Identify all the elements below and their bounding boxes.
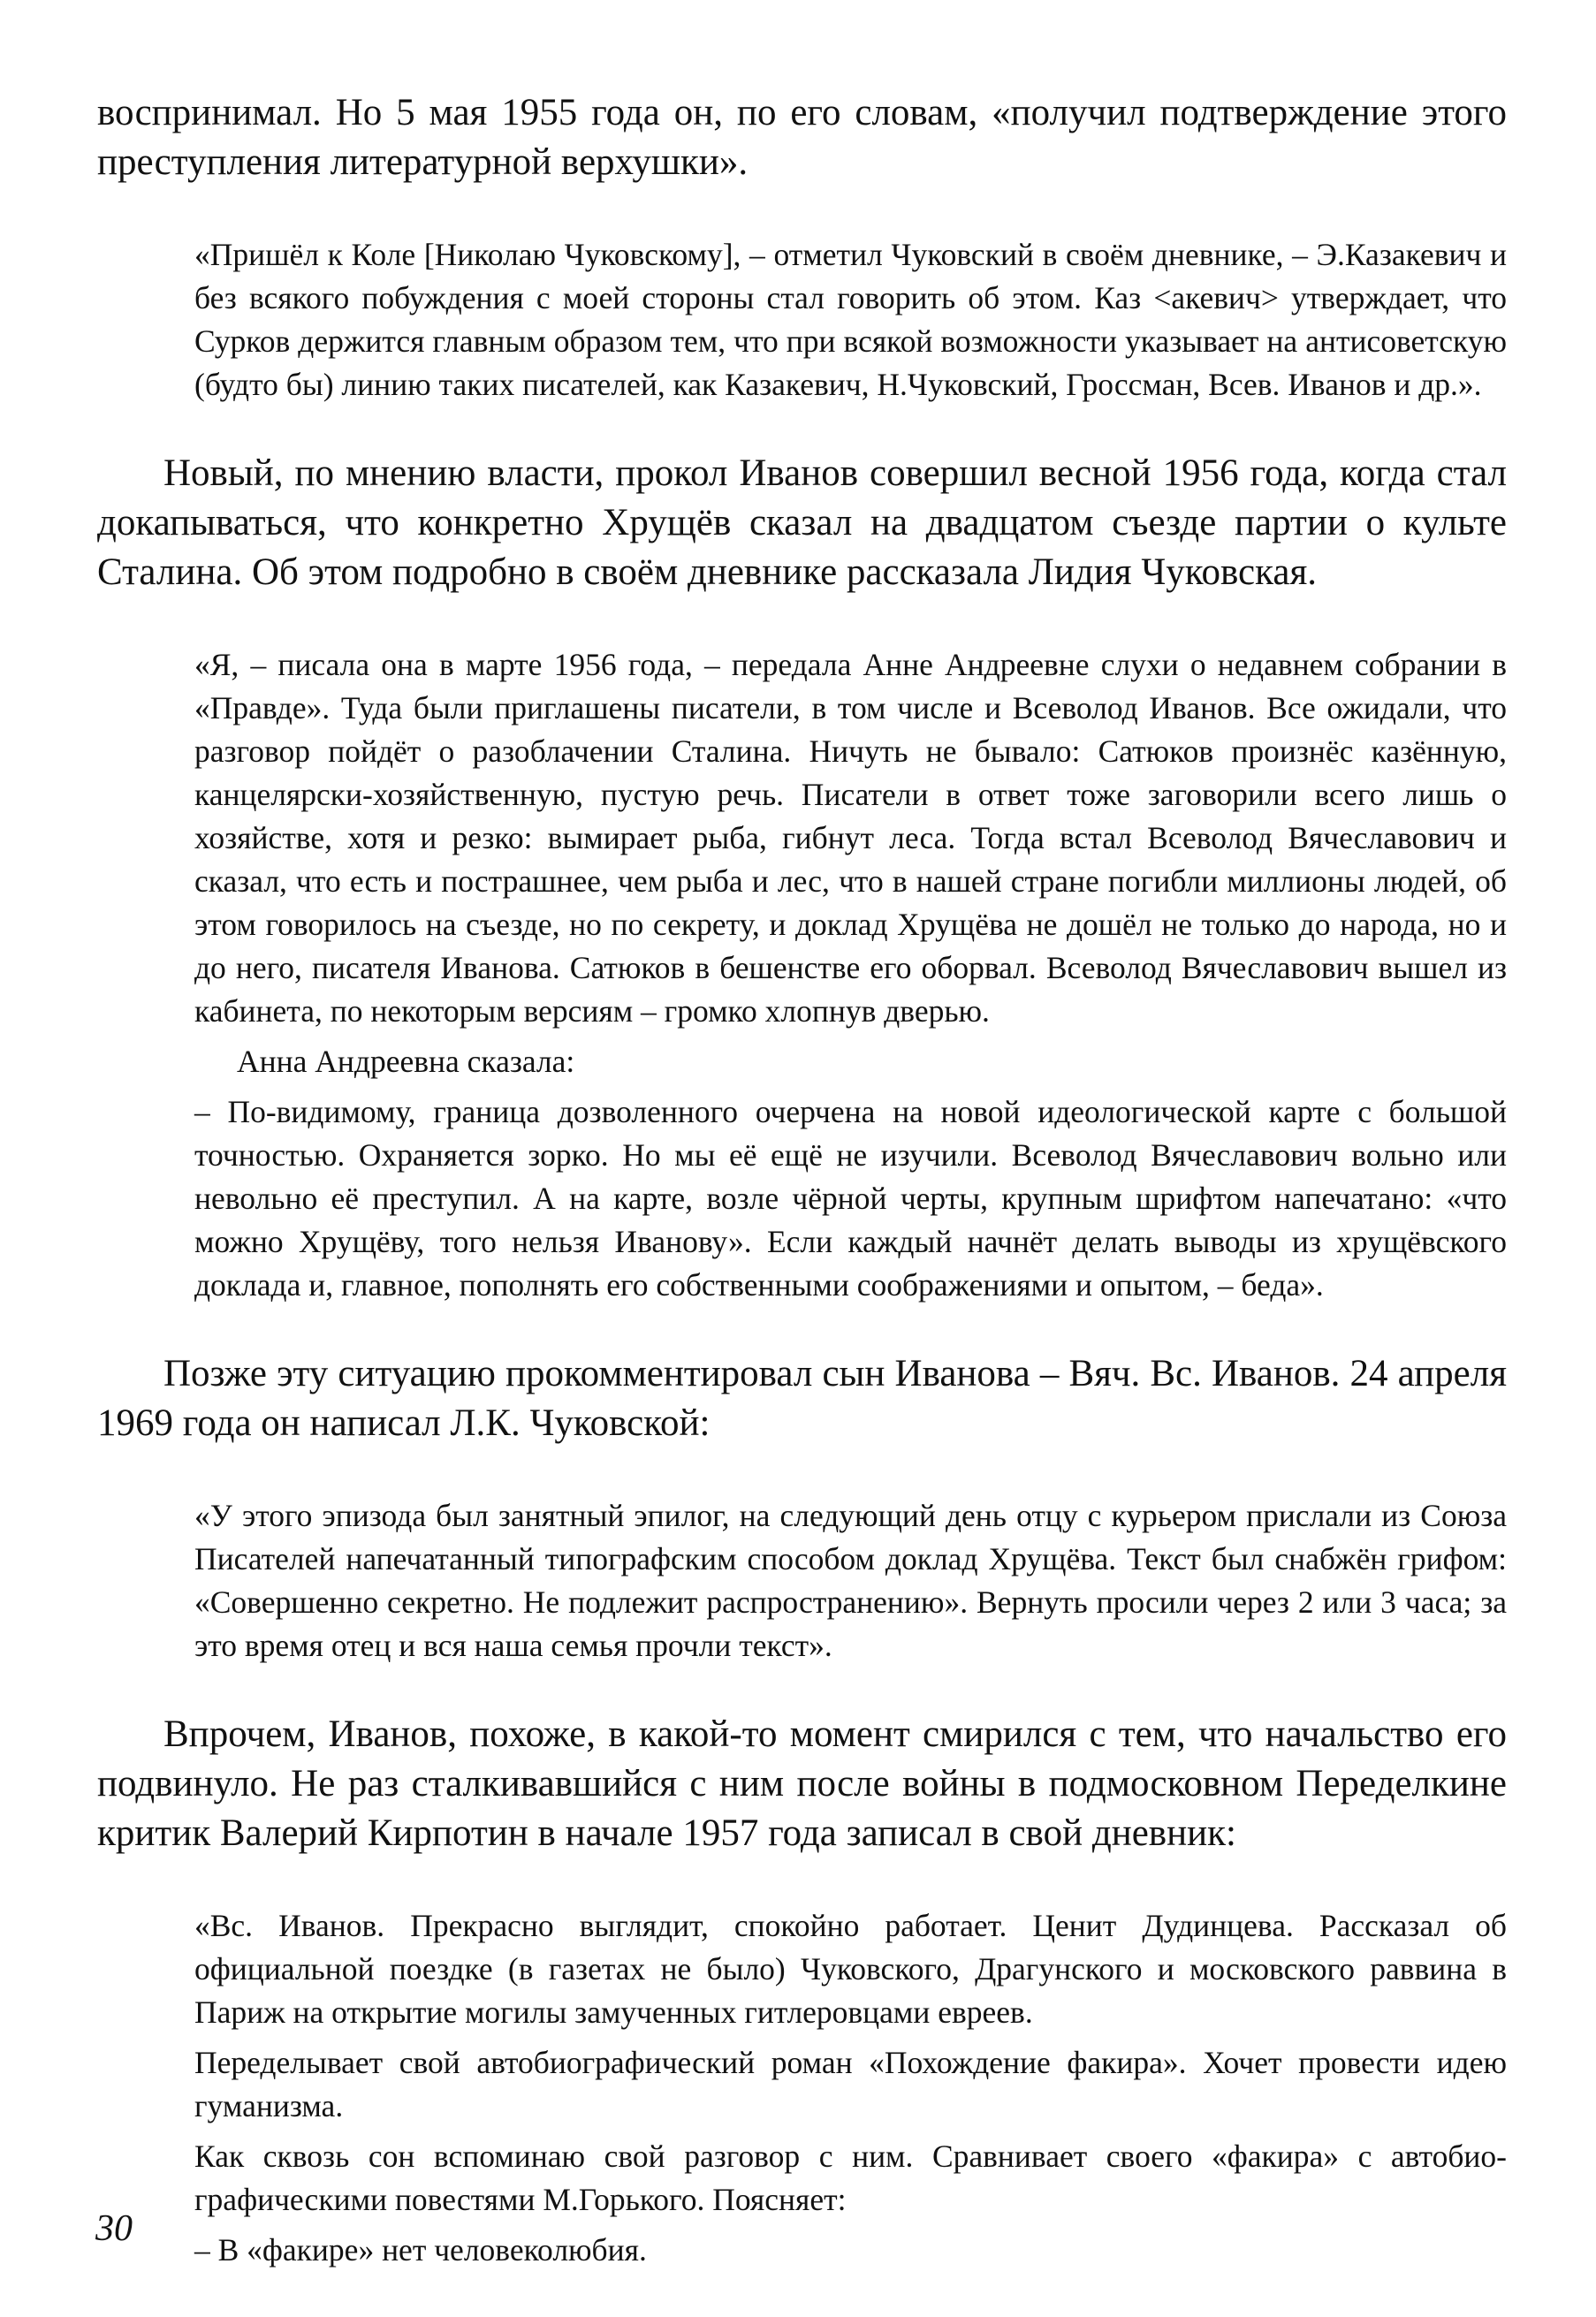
quote-block-2 bbox=[194, 643, 1507, 1307]
paragraph-4: Впрочем, Иванов, похоже, в какой-то момент смирился с тем, что начальство его подвинуло. Не раз сталкивавшийся с ним после войны в подмосковном Переделкине критик Валерий Кирпотин в начале 1957 года записал в свой дневник: bbox=[97, 1713, 1507, 1854]
quote-3-paragraph-1: «У этого эпизода был занятный эпилог, на следующий день отцу с курьером прислали из Союза Писателей напечатанный типографским способом доклад Хрущёва. Текст был снабжён грифом: «Совершенно секретно. Не подлежит распространению». Вернуть просили через 2 или 3 часа; за это время отец и вся наша семья прочли текст». bbox=[194, 1498, 1507, 1663]
paragraph-2: Новый, по мнению власти, прокол Иванов совершил весной 1956 года, когда стал докапываться, что конкретно Хрущёв сказал на двадцатом съезде партии о культе Сталина. Об этом подробно в своём дневнике рассказала Лидия Чуковская. bbox=[97, 452, 1507, 593]
page-number: 30 bbox=[95, 2208, 133, 2249]
quote-4-paragraph-4: – В «факире» нет человеколюбия. bbox=[194, 2232, 647, 2268]
quote-4-paragraph-2: Переделывает свой автобиографический роман «Похождение факира». Хочет провести идею гуманизма. bbox=[194, 2045, 1507, 2123]
quote-4-paragraph-3: Как сквозь сон вспоминаю свой разговор с ним. Сравнивает своего «факира» с автобиографическими повестями М.Горького. Поясняет: bbox=[194, 2138, 1507, 2217]
quote-1-paragraph-1: «Пришёл к Коле [Николаю Чуковскому], – отметил Чуковский в своём дневнике, – Э.Казакевич и без всякого побуждения с моей стороны стал говорить об этом. Каз <акевич> утверждает, что Сурков держится главным образом тем, что при всякой возможности указывает на антисоветскую (будто бы) линию таких писателей, как Казакевич, Н.Чуковский, Гроссман, Всев. Иванов и др.». bbox=[194, 237, 1507, 402]
quote-block-4 bbox=[194, 1904, 1507, 2272]
paragraph-3: Позже эту ситуацию прокомментировал сын Иванова – Вяч. Вс. Иванов. 24 апреля 1969 года он написал Л.К. Чуковской: bbox=[97, 1353, 1507, 1444]
quote-2-paragraph-3: – По-видимому, граница дозволенного очерчена на новой идеологической карте с большой точностью. Охраняется зорко. Но мы её ещё не изучили. Всеволод Вячеславович вольно или невольно её преступил. А на карте, возле чёрной черты, крупным шрифтом напечатано: «что можно Хрущёву, того нельзя Иванову». Если каждый начнёт делать выводы из хрущёвского доклада и, главное, пополнять его собственными соображениями и опытом, – беда». bbox=[194, 1094, 1507, 1303]
quote-block-3 bbox=[194, 1494, 1507, 1667]
quote-2-paragraph-1: «Я, – писала она в марте 1956 года, – передала Анне Андреевне слухи о недавнем собрании в «Правде». Туда были приглашены писатели, в том числе и Всеволод Иванов. Все ожидали, что разговор пойдёт о разоблачении Сталина. Ничуть не бывало: Сатюков произнёс казённую, канцелярски-хозяйственную, пустую речь. Писатели в ответ тоже заговорили всего лишь о хозяйстве, хотя и резко: вымирает рыба, гибнут леса. Тогда встал Всеволод Вячеславович и сказал, что есть и пострашнее, чем рыба и лес, что в нашей стране погибли миллионы людей, об этом говорилось на съезде, но по секрету, и доклад Хрущёва не дошёл не только до народа, но и до него, писателя Иванова. Сатюков в бешенстве его оборвал. Всеволод Вячеславович вышел из кабинета, по некоторым версиям – громко хлопнув дверью. bbox=[194, 647, 1507, 1029]
quote-block-1 bbox=[194, 233, 1507, 406]
quote-2-paragraph-2: Анна Андреевна сказала: bbox=[237, 1044, 575, 1079]
quote-4-paragraph-1: «Вс. Иванов. Прекрасно выглядит, спокойно работает. Ценит Дудинцева. Рассказал об официальной поездке (в газетах не было) Чуковского, Драгунского и московского раввина в Париж на открытие могилы замученных гитлеровцами евреев. bbox=[194, 1908, 1507, 2030]
paragraph-1: воспринимал. Но 5 мая 1955 года он, по его словам, «получил подтверждение этого преступления литературной верхушки». bbox=[97, 92, 1507, 183]
document-page bbox=[97, 88, 1507, 2279]
